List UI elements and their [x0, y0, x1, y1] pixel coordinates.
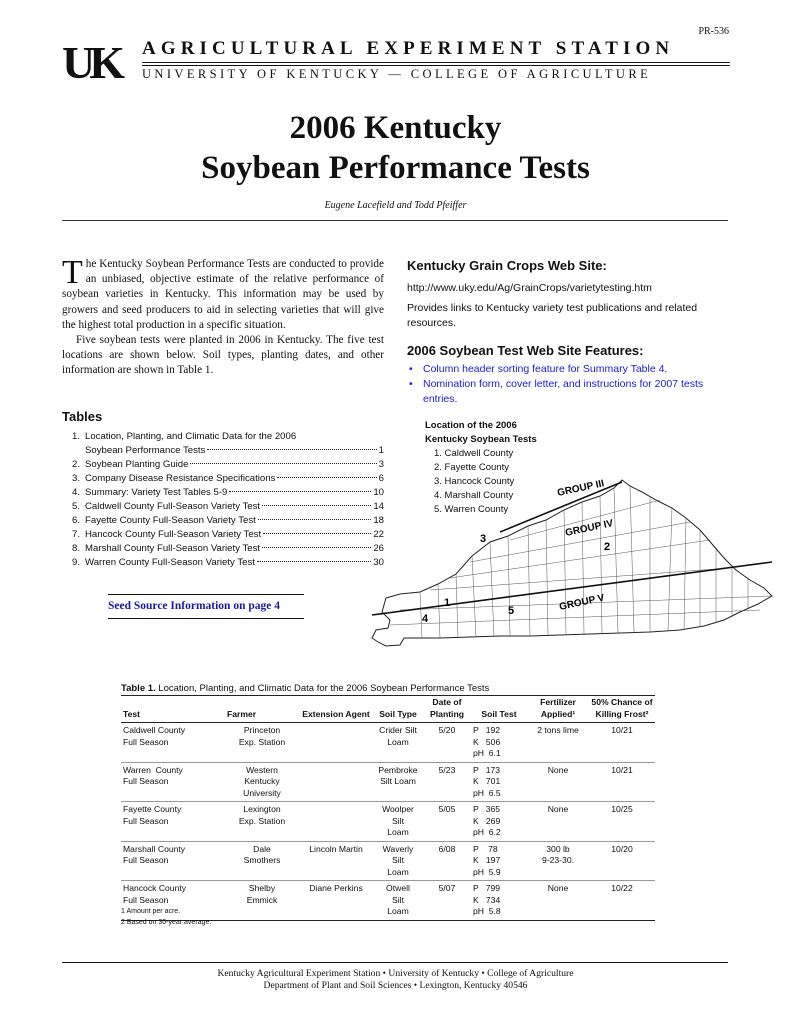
toc-item: [72, 500, 384, 514]
county-lines: [390, 486, 772, 638]
toc-title: Summary: Variety Test Tables 5-9: [85, 487, 228, 498]
toc-num: 8.: [72, 543, 81, 554]
location-label-3: 3: [480, 533, 487, 545]
cell-agent: [299, 762, 373, 802]
location-label-4: 4: [422, 613, 429, 625]
tables-heading: Tables: [62, 409, 103, 424]
page-footer: [0, 968, 791, 992]
col-agent: Extension Agent: [299, 697, 373, 723]
publication-number: PR-536: [698, 26, 729, 37]
cell-test: Fayette County Full Season: [121, 802, 225, 842]
toc-item: [72, 514, 384, 528]
divider: [62, 220, 728, 221]
cell-soil-test: P 173 K 701 pH 6.5: [471, 762, 527, 802]
cell-test: Warren County Full Season: [121, 762, 225, 802]
footer-line-1: Kentucky Agricultural Experiment Station • University of Kentucky • College of Agriculture: [217, 968, 574, 979]
footer-rule: [62, 962, 728, 963]
cell-fert: None: [527, 762, 589, 802]
cell-agent: [299, 802, 373, 842]
location-label-5: 5: [508, 605, 515, 617]
col-soil-test: Soil Test: [471, 697, 527, 723]
map-caption: [425, 419, 537, 447]
cell-soil-test: P 78 K 197 pH 5.9: [471, 841, 527, 881]
web-site-url[interactable]: http://www.uky.edu/Ag/GrainCrops/varietytesting.htm: [407, 282, 652, 294]
toc-title: Marshall County Full-Season Variety Test: [85, 543, 261, 554]
authors: Eugene Lacefield and Todd Pfeiffer: [324, 200, 467, 211]
cell-frost: 10/21: [589, 723, 655, 763]
footer-line-2: Department of Plant and Soil Sciences • Lexington, Kentucky 40546: [263, 980, 528, 991]
cell-farmer: Lexington Exp. Station: [225, 802, 299, 842]
title-line-1: 2006 Kentucky: [289, 110, 502, 146]
cell-date: 5/07: [423, 881, 471, 921]
features-list: [407, 362, 737, 407]
toc-num: 1.: [72, 431, 81, 442]
toc-num: 4.: [72, 487, 81, 498]
cell-fert: None: [527, 802, 589, 842]
col-test: Test: [121, 697, 225, 723]
cell-date: 5/20: [423, 723, 471, 763]
toc-page: 10: [373, 487, 384, 498]
cell-fert: 300 lb 9-23-30.: [527, 841, 589, 881]
table-row: [121, 762, 655, 802]
cell-soil-test: P 192 K 506 pH 6.1: [471, 723, 527, 763]
group-label-iii: GROUP III: [556, 478, 606, 499]
toc-title: Soybean Planting Guide: [85, 459, 189, 470]
col-date: Date of Planting: [423, 697, 471, 723]
map-county-item: 3. Hancock County: [434, 476, 515, 487]
col-farmer: Farmer: [225, 697, 299, 723]
cell-fert: None: [527, 881, 589, 921]
table-header-row: [121, 697, 655, 723]
table1-caption: [121, 683, 489, 694]
intro-text: [62, 254, 384, 379]
map-county-item: 5. Warren County: [434, 504, 509, 515]
drop-cap: T: [62, 254, 83, 291]
toc-title: Caldwell County Full-Season Variety Test: [85, 501, 261, 512]
footnote: 1 Amount per acre.: [121, 908, 181, 915]
map-county-item: 1. Caldwell County: [434, 448, 514, 459]
toc-num: 9.: [72, 557, 81, 568]
col-fertilizer: Fertilizer Applied¹: [527, 697, 589, 723]
cell-test: Hancock County Full Season: [121, 881, 225, 921]
cell-date: 5/05: [423, 802, 471, 842]
cell-soil: Waverly Silt Loam: [373, 841, 423, 881]
toc-num: 6.: [72, 515, 81, 526]
uk-logo: [62, 40, 136, 82]
toc-num: 3.: [72, 473, 81, 484]
cell-fert: 2 tons lime: [527, 723, 589, 763]
toc-title: Company Disease Resistance Specifications: [85, 473, 276, 484]
toc-num: 2.: [72, 459, 81, 470]
cell-farmer: Dale Smothers: [225, 841, 299, 881]
cell-farmer: Princeton Exp. Station: [225, 723, 299, 763]
table-row: [121, 802, 655, 842]
cell-date: 6/08: [423, 841, 471, 881]
col-frost: 50% Chance of Killing Frost²: [589, 697, 655, 723]
kentucky-map: [360, 470, 780, 655]
toc-page: 3: [378, 459, 384, 470]
toc-item: [72, 486, 384, 500]
cell-soil: Pembroke Silt Loam: [373, 762, 423, 802]
table-rule: [121, 695, 655, 696]
table-row: [121, 841, 655, 881]
title-line-2: Soybean Performance Tests: [201, 150, 590, 186]
web-site-heading: Kentucky Grain Crops Web Site:: [407, 258, 607, 273]
feature-item[interactable]: • Column header sorting feature for Summary Table 4.: [407, 362, 737, 377]
toc-page: 22: [373, 529, 384, 540]
features-heading: 2006 Soybean Test Web Site Features:: [407, 343, 644, 358]
table1: [121, 697, 655, 921]
toc-item: [72, 556, 384, 570]
cell-frost: 10/22: [589, 881, 655, 921]
group-label-v: GROUP V: [558, 592, 606, 613]
toc-item: [72, 458, 384, 472]
toc-page: 30: [373, 557, 384, 568]
toc-page: 26: [373, 543, 384, 554]
uk-logo-text: UK: [62, 40, 119, 82]
intro-paragraph-2: Five soybean tests were planted in 2006 in Kentucky. The five test locations are shown below. Soil types, planting dates, and other information are shown in Table 1.: [62, 334, 384, 377]
cell-soil: Otwell Silt Loam: [373, 881, 423, 921]
feature-item[interactable]: • Nomination form, cover letter, and instructions for 2007 tests entries.: [407, 377, 737, 407]
location-label-1: 1: [444, 597, 451, 609]
table1-caption-text: Location, Planting, and Climatic Data for the 2006 Soybean Performance Tests: [155, 683, 490, 694]
location-label-2: 2: [604, 541, 611, 553]
toc-title: Fayette County Full-Season Variety Test: [85, 515, 256, 526]
toc-num: 7.: [72, 529, 81, 540]
cell-frost: 10/21: [589, 762, 655, 802]
page-title: [0, 108, 791, 188]
map-caption-line: Kentucky Soybean Tests: [425, 434, 537, 445]
cell-agent: Lincoln Martin: [299, 841, 373, 881]
state-outline: [372, 480, 772, 646]
toc-item-continued: [72, 444, 384, 458]
toc-item: [72, 542, 384, 556]
cell-agent: [299, 723, 373, 763]
seed-source-link[interactable]: Seed Source Information on page 4: [108, 600, 280, 612]
divider: [108, 618, 304, 619]
header-rule: [142, 62, 730, 63]
toc-page: 14: [373, 501, 384, 512]
cell-soil-test: P 799 K 734 pH 5.8: [471, 881, 527, 921]
toc-page: 18: [373, 515, 384, 526]
intro-paragraph-1-text: he Kentucky Soybean Performance Tests are conducted to provide an unbiased, objective estimate of the relative performance of soybean varieties in Kentucky. This information may be used by growers and seed producers to aid in selecting varieties that will give the highest total production in a specific situation.: [62, 258, 384, 331]
cell-frost: 10/25: [589, 802, 655, 842]
cell-test: Caldwell County Full Season: [121, 723, 225, 763]
cell-frost: 10/20: [589, 841, 655, 881]
cell-date: 5/23: [423, 762, 471, 802]
header-rule: [142, 65, 730, 66]
cell-soil: Crider Silt Loam: [373, 723, 423, 763]
cell-soil: Woolper Silt Loam: [373, 802, 423, 842]
toc-item: [72, 430, 384, 444]
group-label-iv: GROUP IV: [564, 518, 615, 539]
cell-agent: Diane Perkins: [299, 881, 373, 921]
divider: [108, 594, 304, 595]
intro-paragraph-1: [62, 254, 384, 333]
toc-item: [72, 528, 384, 542]
col-soil-type: Soil Type: [373, 697, 423, 723]
toc-item: [72, 472, 384, 486]
toc-page: 1: [378, 445, 384, 456]
station-name: AGRICULTURAL EXPERIMENT STATION: [142, 38, 675, 59]
university-name: UNIVERSITY OF KENTUCKY — COLLEGE OF AGRICULTURE: [142, 67, 652, 81]
map-county-item: 4. Marshall County: [434, 490, 514, 501]
table-row: [121, 723, 655, 763]
map-caption-line: Location of the 2006: [425, 420, 517, 431]
footnote: 2 Based on 30-year average.: [121, 919, 212, 926]
toc-title: Hancock County Full-Season Variety Test: [85, 529, 262, 540]
cell-farmer: Western Kentucky University: [225, 762, 299, 802]
toc-title: Location, Planting, and Climatic Data for the 2006: [85, 431, 297, 442]
cell-soil-test: P 365 K 269 pH 6.2: [471, 802, 527, 842]
toc-title: Warren County Full-Season Variety Test: [85, 557, 255, 568]
map-county-item: 2. Fayette County: [434, 462, 509, 473]
toc-page: 6: [378, 473, 384, 484]
cell-farmer: Shelby Emmick: [225, 881, 299, 921]
cell-test: Marshall County Full Season: [121, 841, 225, 881]
table1-caption-label: Table 1.: [121, 683, 156, 694]
tables-list: [72, 430, 384, 570]
toc-num: 5.: [72, 501, 81, 512]
toc-title: Soybean Performance Tests: [85, 445, 206, 456]
table-footnotes: [121, 906, 211, 928]
web-site-description: Provides links to Kentucky variety test publications and related resources.: [407, 302, 698, 329]
